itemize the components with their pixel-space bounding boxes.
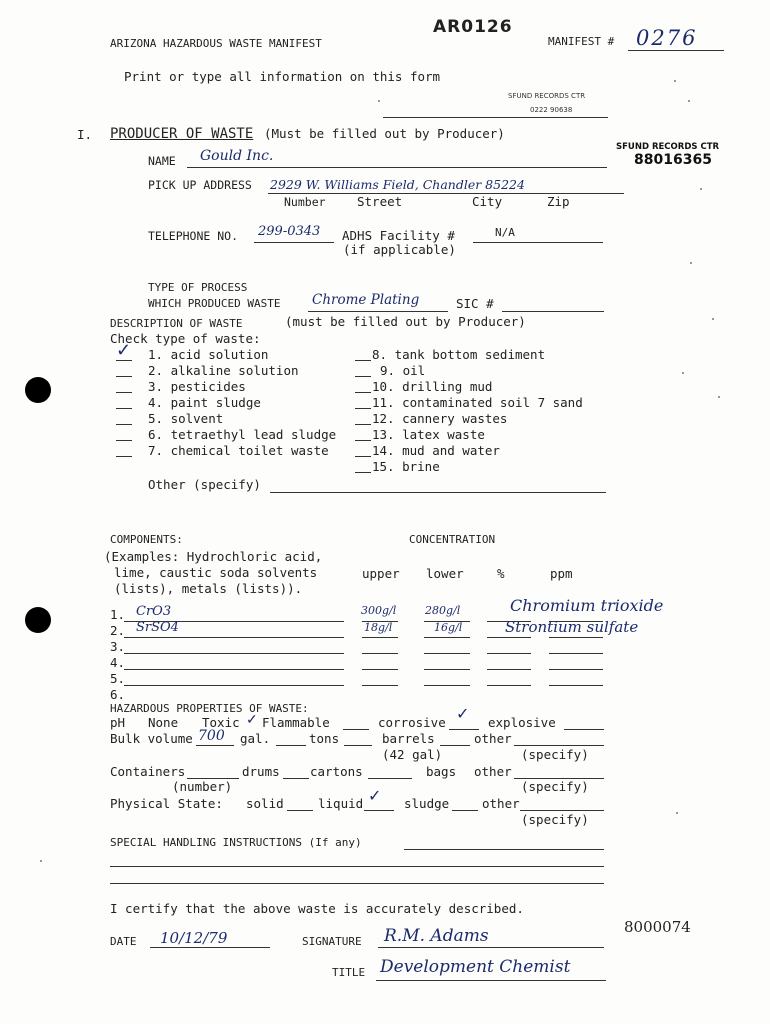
sic-line [502,311,604,312]
addr-city-caption: City [472,194,503,209]
process-type-line [308,311,448,312]
addr-number-caption: Number [284,195,326,209]
waste-item-toilet: 7. chemical toilet waste [148,443,329,458]
check-blank [355,376,371,377]
component-row-number: 5. [110,671,126,686]
concentration-label: CONCENTRATION [409,533,496,546]
check-blank [355,424,371,425]
check-blank [116,456,132,457]
acid-check-mark: ✓ [116,340,132,361]
producer-heading-note: (Must be filled out by Producer) [264,126,505,141]
producer-name-value: Gould Inc. [200,148,274,164]
component-row-number: 1. [110,607,126,622]
component-1-upper: 300g/l [361,604,397,617]
document-number: 8000074 [624,918,691,936]
physical-specify-label: (specify) [521,812,589,827]
flammable-line [343,729,369,730]
waste-item-brine: 15. brine [372,459,440,474]
upper-line [362,669,398,670]
title-value: Development Chemist [380,957,571,977]
liquid-line [364,810,394,811]
tons-line [344,745,372,746]
print-instruction: Print or type all information on this form [124,69,441,84]
check-blank [116,440,132,441]
component-row-number: 2. [110,623,126,638]
component-row-number: 3. [110,639,126,654]
check-blank [355,392,371,393]
upper-line [362,637,398,638]
lower-line [424,653,470,654]
cartons-line [368,778,412,779]
waste-item-latex: 13. latex waste [372,427,485,442]
corrosive-line [449,729,479,730]
bulk-specify-label: (specify) [521,747,589,762]
component-2-lower: 16g/l [434,621,463,634]
section-numeral: I. [77,127,93,142]
manifest-number: 0276 [636,26,698,50]
name-line [187,167,607,168]
process-type-label-2: WHICH PRODUCED WASTE [148,297,281,310]
waste-item-alkaline: 2. alkaline solution [148,363,299,378]
col-lower-header: lower [426,566,464,581]
flammable-label: Flammable [262,715,330,730]
physical-other-label: other [482,796,520,811]
solid-label: solid [246,796,284,811]
scan-speck [690,262,692,264]
adhs-value: N/A [495,226,515,239]
adhs-label: ADHS Facility # [342,228,455,243]
components-examples-1: (Examples: Hydrochloric acid, [104,549,323,564]
check-blank [355,456,371,457]
component-name-line [124,653,344,654]
process-type-value: Chrome Plating [312,292,420,308]
drums-label: drums [242,764,280,779]
document-code: AR0126 [433,17,513,37]
gal-label: gal. [240,731,271,746]
sludge-label: sludge [404,796,450,811]
waste-item-paint: 4. paint sludge [148,395,261,410]
bulk-other-label: other [474,731,512,746]
components-examples-2: lime, caustic soda solvents [114,565,318,580]
solid-line [287,810,313,811]
date-label: DATE [110,935,137,948]
component-1-name: CrO3 [136,604,172,619]
bags-label: bags [426,764,457,779]
check-blank [116,360,132,361]
toxic-label: Toxic [202,715,240,730]
other-specify-line [270,492,606,493]
lower-line [424,669,470,670]
telephone-line [254,242,334,243]
punch-hole-top [25,377,51,403]
lower-line [424,685,470,686]
corrosive-label: corrosive [378,715,446,730]
adhs-line [473,242,603,243]
date-value: 10/12/79 [160,929,228,947]
pickup-address-value: 2929 W. Williams Field, Chandler 85224 [270,177,525,192]
pickup-label: PICK UP ADDRESS [148,178,252,192]
ppm-line [549,637,603,638]
records-stamp-right-line1: SFUND RECORDS CTR [616,142,720,152]
check-blank [116,408,132,409]
waste-item-tank: 8. tank bottom sediment [372,347,546,362]
check-type-label: Check type of waste: [110,331,261,346]
lower-line [424,637,470,638]
col-ppm-header: ppm [550,566,573,581]
records-stamp-right-line2: 88016365 [634,152,712,168]
title-label: TITLE [332,966,366,979]
waste-item-drilling: 10. drilling mud [372,379,493,394]
check-blank [355,472,371,473]
header-rule [383,117,608,118]
toxic-check-mark: ✓ [246,712,258,728]
percent-line [487,637,531,638]
component-row-number: 6. [110,687,126,702]
containers-number-caption: (number) [172,779,233,794]
ppm-line [549,653,603,654]
check-blank [116,376,132,377]
manifest-number-line [628,50,724,51]
drums-line [283,778,309,779]
waste-item-oil: 9. oil [380,363,426,378]
description-label: DESCRIPTION OF WASTE [110,317,243,330]
sic-label: SIC # [456,296,494,311]
check-blank [355,440,371,441]
barrels-label: barrels [382,731,435,746]
scan-speck [378,100,380,102]
scan-speck [674,80,676,82]
containers-specify-label: (specify) [521,779,589,794]
addr-zip-caption: Zip [547,194,570,209]
other-specify-label: Other (specify) [148,477,261,492]
component-name-line [124,685,344,686]
check-blank [116,424,132,425]
pickup-line [268,193,624,194]
waste-item-cannery: 12. cannery wastes [372,411,508,426]
manifest-label: MANIFEST # [548,35,615,48]
waste-item-pesticides: 3. pesticides [148,379,246,394]
special-handling-label: SPECIAL HANDLING INSTRUCTIONS (If any) [110,836,362,849]
component-2-upper: 18g/l [364,621,393,634]
percent-line [487,653,531,654]
signature-value: R.M. Adams [384,926,489,946]
physical-state-label: Physical State: [110,796,223,811]
name-label: NAME [148,154,176,168]
telephone-label: TELEPHONE NO. [148,229,239,243]
adhs-note: (if applicable) [343,242,456,257]
component-row-number: 4. [110,655,126,670]
addr-street-caption: Street [357,194,403,209]
none-label: None [148,715,179,730]
component-1-description: Chromium trioxide [510,596,664,615]
scan-speck [682,372,684,374]
corrosive-check-mark: ✓ [456,704,470,723]
percent-line [487,685,531,686]
records-stamp-small-line1: SFUND RECORDS CTR [508,92,586,100]
date-line [150,947,270,948]
waste-item-soil: 11. contaminated soil 7 sand [372,395,583,410]
scan-speck [712,318,714,320]
component-name-line [124,637,344,638]
ppm-line [549,685,603,686]
bulk-other-line [514,745,604,746]
liquid-label: liquid [318,796,364,811]
bulk-volume-value: 700 [198,728,225,744]
special-handling-line-2 [110,866,604,867]
containers-other-label: other [474,764,512,779]
certification-statement: I certify that the above waste is accurately described. [110,901,524,916]
signature-line [378,947,604,948]
waste-item-mud: 14. mud and water [372,443,500,458]
signature-label: SIGNATURE [302,935,362,948]
gal42-label: (42 gal) [382,747,443,762]
cartons-label: cartons [310,764,363,779]
punch-hole-bottom [25,607,51,633]
component-1-lower: 280g/l [425,604,461,617]
bulk-volume-line [196,745,234,746]
ppm-line [549,669,603,670]
bulk-volume-label: Bulk volume [110,731,193,746]
scan-speck [700,188,702,190]
scan-speck [718,396,720,398]
process-type-label-1: TYPE OF PROCESS [148,281,248,294]
producer-heading: PRODUCER OF WASTE [110,126,254,142]
barrels-line [440,745,470,746]
component-name-line [124,669,344,670]
scan-speck [40,860,42,862]
hazard-properties-label: HAZARDOUS PROPERTIES OF WASTE: [110,702,309,715]
component-2-description: Strontium sulfate [505,618,639,636]
ph-label: pH [110,715,126,730]
gal-line [276,745,306,746]
upper-line [362,685,398,686]
tons-label: tons [309,731,340,746]
explosive-label: explosive [488,715,556,730]
title-line [376,980,606,981]
scan-speck [676,812,678,814]
waste-item-solvent: 5. solvent [148,411,224,426]
description-note: (must be filled out by Producer) [285,314,526,329]
percent-line [487,669,531,670]
form-title: ARIZONA HAZARDOUS WASTE MANIFEST [110,37,322,50]
liquid-check-mark: ✓ [368,786,382,805]
upper-line [362,653,398,654]
physical-other-line [520,810,604,811]
telephone-value: 299-0343 [258,224,321,239]
check-blank [116,392,132,393]
component-2-name: SrSO4 [136,620,179,635]
scan-speck [688,100,690,102]
special-handling-line-3 [110,883,604,884]
col-percent-header: % [497,566,505,581]
waste-item-acid: 1. acid solution [148,347,269,362]
records-stamp-small-line2: 0222 90638 [530,106,573,114]
check-blank [355,408,371,409]
containers-label: Containers [110,764,186,779]
components-examples-3: (lists), metals (lists)). [114,581,303,596]
explosive-line [564,729,604,730]
components-label: COMPONENTS: [110,533,183,546]
waste-item-lead: 6. tetraethyl lead sludge [148,427,337,442]
special-handling-line-1 [404,849,604,850]
check-blank [355,360,371,361]
sludge-line [452,810,478,811]
col-upper-header: upper [362,566,400,581]
